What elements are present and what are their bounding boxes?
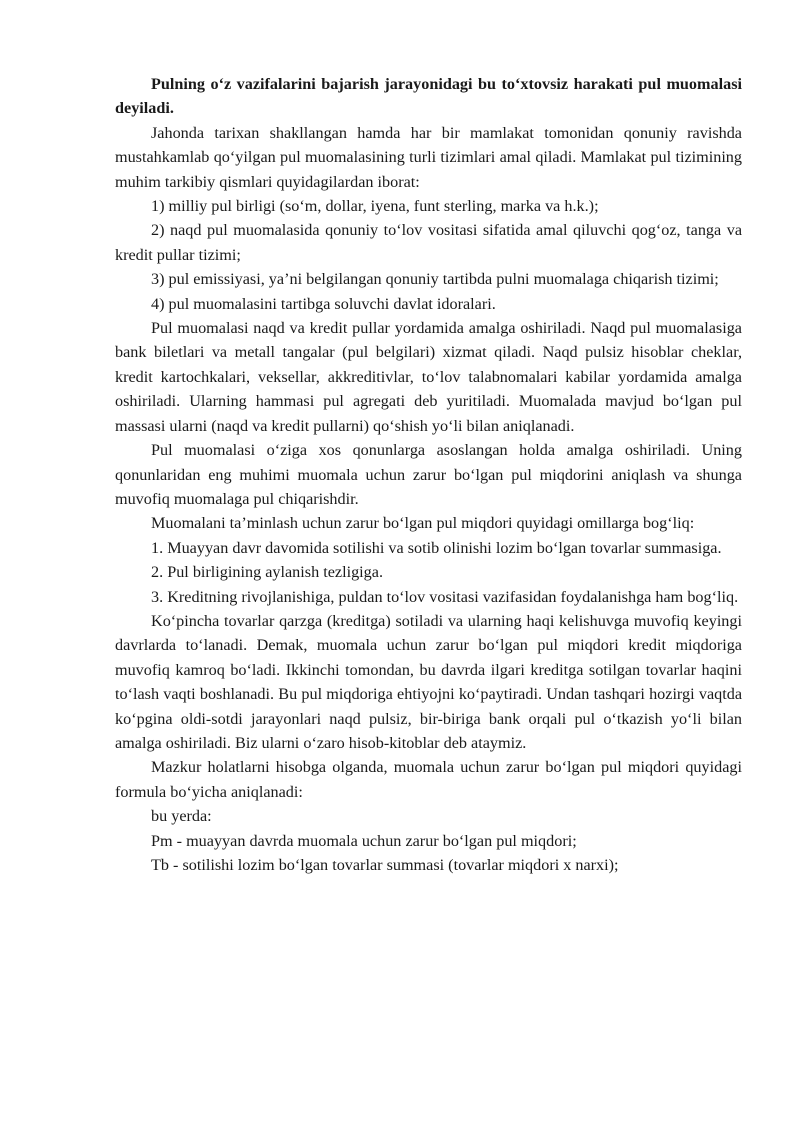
definition-pm: Pm - muayyan davrda muomala uchun zarur bo‘lgan pul miqdori; (151, 831, 577, 850)
paragraph-factors-intro: Muomalani ta’minlash uchun zarur bo‘lgan pul miqdori quyidagi omillarga bog‘liq: (151, 514, 695, 533)
factor-item-3: 3. Kreditning rivojlanishiga, puldan to‘lov vositasi vazifasidan foydalanishga ham bog‘liq. (151, 587, 739, 606)
paragraph-cash-circulation: Pul muomalasi naqd va kredit pullar yordamida amalga oshiriladi. Naqd pul muomalasiga bank biletlari va metall tangalar (pul belgilari) xizmat qiladi. Naqd pulsiz hisoblar cheklar, kredit kartochkalari, veksellar, akkreditivlar, to‘lov talabnomalari kabilar yordamida amalga oshiriladi. Ularning hammasi pul agregati deb yuritiladi. Muomalada mavjud bo‘lgan pul massasi ularni (naqd va kredit pullarni) qo‘shish yo‘li bilan aniqlanadi. (115, 319, 742, 435)
definition-tb: Tb - sotilishi lozim bo‘lgan tovarlar summasi (tovarlar miqdori x narxi); (151, 856, 619, 874)
factor-item-1: 1. Muayyan davr davomida sotilishi va sotib olinishi lozim bo‘lgan tovarlar summasiga. (151, 538, 722, 557)
paragraph-money-systems: Jahonda tarixan shakllangan hamda har bir mamlakat tomonidan qonuniy ravishda mustahkamlab qo‘yilgan pul muomalasining turli tizimlari amal qiladi. Mamlakat pul tizimining muhim tarkibiy qismlari quyidagilardan iborat: (115, 123, 742, 191)
definition-paragraph: Pulning o‘z vazifalarini bajarish jarayonidagi bu to‘xtovsiz harakati pul muomalasi deyiladi. (115, 75, 742, 118)
list-item-4: 4) pul muomalasini tartibga soluvchi davlat idoralari. (151, 294, 496, 313)
paragraph-where: bu yerda: (151, 807, 212, 826)
list-item-1: 1) milliy pul birligi (so‘m, dollar, iyena, funt sterling, marka va h.k.); (151, 197, 599, 216)
factor-item-2: 2. Pul birligining aylanish tezligiga. (151, 563, 383, 582)
paragraph-circulation-laws: Pul muomalasi o‘ziga xos qonunlarga asoslangan holda amalga oshiriladi. Uning qonunlaridan eng muhimi muomala uchun zarur bo‘lgan pul miqdorini aniqlash va shunga muvofiq muomalaga pul chiqarishdir. (115, 441, 742, 508)
list-item-2: 2) naqd pul muomalasida qonuniy to‘lov vositasi sifatida amal qiluvchi qog‘oz, tanga va kredit pullar tizimi; (115, 221, 742, 264)
paragraph-credit-sales: Ko‘pincha tovarlar qarzga (kreditga) sotiladi va ularning haqi kelishuvga muvofiq keyingi davrlarda to‘lanadi. Demak, muomala uchun zarur bo‘lgan pul miqdori kredit miqdoriga muvofiq kamroq bo‘ladi. Ikkinchi tomondan, bu davrda ilgari kreditga sotilgan tovarlar haqini to‘lash vaqti boshlanadi. Bu pul miqdoriga ehtiyojni ko‘paytiradi. Undan tashqari hozirgi vaqtda ko‘pgina oldi-sotdi jarayonlari naqd pulsiz, bir-biriga bank orqali pul o‘tkazish yo‘li bilan amalga oshiriladi. Biz ularni o‘zaro hisob-kitoblar deb ataymiz. (115, 611, 742, 752)
document-page (115, 72, 742, 877)
paragraph-formula-intro: Mazkur holatlarni hisobga olganda, muomala uchun zarur bo‘lgan pul miqdori quyidagi formula bo‘yicha aniqlanadi: (115, 758, 742, 801)
list-item-3: 3) pul emissiyasi, ya’ni belgilangan qonuniy tartibda pulni muomalaga chiqarish tizimi; (151, 270, 719, 289)
